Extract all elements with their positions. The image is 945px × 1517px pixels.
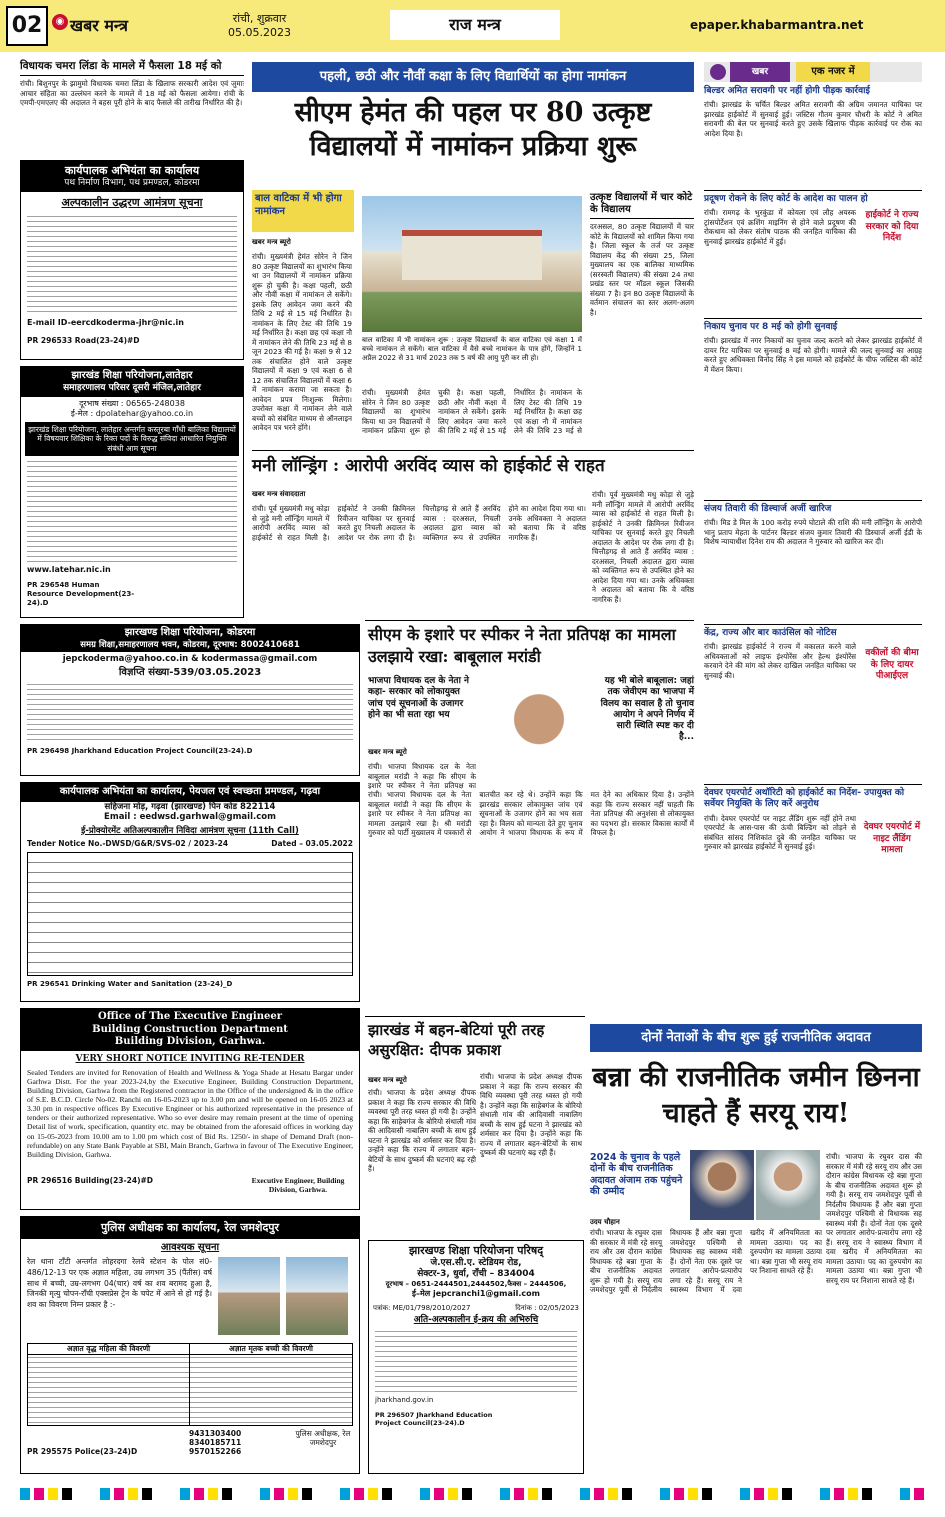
politics-byline: उदय चौहान <box>590 1218 620 1226</box>
brief5-headline: केंद्र, राज्य और बार काउंसिल को नोटिस <box>704 628 837 638</box>
deepak-headline: झारखंड में बहन-बेटियां पूरी तरह असुरक्षित: दीपक प्रकाश <box>368 1021 545 1060</box>
brief-6 <box>704 788 922 992</box>
divider <box>704 318 922 319</box>
ad6-title: पुलिस अधीक्षक का कार्यालय, रेल जमशेदपुर <box>21 1217 359 1239</box>
ad6-col1-body <box>28 1355 189 1425</box>
ad2-email: ई-मेल : dpolatehar@yahoo.co.in <box>70 408 194 418</box>
brief-4 <box>704 504 922 624</box>
jepc-line1: जे.एस.सी.ए. स्टेडियम रोड, <box>430 1257 522 1268</box>
brief3-body: रांची। झारखंड में नगर निकायों का चुनाव जल्द कराने को लेकर झारखंड हाईकोर्ट में दायर रिट याचिका पर सुनवाई 8 मई को होगी। मामले की जल्द सुनवाई का आग्रह करते हुए अधिवक्ता विनोद सिंह ने इस मामले को हाईकोर्ट के चीफ जस्टिस की कोर्ट में मेंशन किया। <box>704 336 922 374</box>
ad1-notice: अल्पकालीन उद्धरण आमंत्रण सूचना <box>61 196 203 209</box>
ad-latehar-education <box>20 366 244 618</box>
ad5-title3: Building Division, Garhwa. <box>114 1036 266 1047</box>
lead-kicker: पहली, छठी और नौवीं कक्षा के लिए विद्यार्थियों का होगा नामांकन <box>252 62 694 92</box>
brand-name: खबर मन्त्र <box>70 16 128 35</box>
lead-right-headline: उत्कृष्ट विद्यालयों में चार कोटे के विद्यालय <box>590 192 694 219</box>
col1-body: रांची। बिशुनपुर के झामुमो विधायक चमरा लिंडा के खिलाफ सरकारी आदेश एवं जुमाः आचार संहिता का उल्लंघन करने के मामले में 18 मई को फैसला आयेगा। रांची के एमपी-एमएलए की अदालत ने बहस पूरी होने के बाद फैसले की तारीख निर्धारित की है। <box>20 79 244 108</box>
divider <box>704 624 922 625</box>
ad6-col2-body <box>190 1355 352 1425</box>
ad6-footer <box>27 1429 353 1457</box>
politics-body: रांची। भाजपा के रघुवर दास की सरकार में मंत्री रहे सरयू राय और उस दौरान कांग्रेस विधायक रहे बन्ना गुप्ता के बीच राजनीतिक अदावत शुरू हो गयी है। सरयू राय जमशेदपुर पूर्वी से निर्दलीय विधायक हैं और बन्ना गुप्ता जमशेदपुर पश्चिमी से विधायक सह स्वास्थ्य मंत्री हैं। दोनों नेता एक दूसरे पर लगातार आरोप-प्रत्यारोप लगा रहे हैं। सरयू राय ने स्वास्थ्य विभाग में दवा खरीद में अनियमितता का मामला उठाया। पद का दुरुपयोग का मामला उठाया था। बन्ना गुप्ता भी सरयू राय पर निशाना साधते रहे हैं। <box>590 1228 822 1294</box>
marandi-byline: खबर मन्त्र ब्यूरो <box>368 748 407 756</box>
header-date-block <box>228 12 291 41</box>
brief3-headline: निकाय चुनाव पर 8 मई को होगी सुनवाई <box>704 322 838 332</box>
politics-subhead: 2024 के चुनाव के पहले दोनों के बीच राजनीतिक अदावत अंजाम तक पहुंचने की उम्मीद <box>590 1152 683 1198</box>
ad3-title-bar <box>21 625 359 652</box>
ad2-title-bar <box>21 367 243 397</box>
ad6-col2-head: अज्ञात मृतक बच्ची की विवरणी <box>190 1344 352 1354</box>
marandi-body-start: रांची। भाजपा विधायक दल के नेता बाबूलाल मरांडी ने कहा कि सीएम के इशारे पर स्पीकर ने नेता प्रतिपक्ष का <box>368 762 476 790</box>
ad1-title-bar <box>21 161 243 192</box>
jepc-notice: अति-अल्पकालीन ई-क्रय की अभिरुचि <box>413 1314 539 1325</box>
ad6-phone3: 9570152266 <box>189 1447 242 1457</box>
ad-railway-police <box>20 1216 360 1474</box>
jepc-line3: दूरभाष – 0651-2444501,2444502,फैक्स – 2444506, <box>385 1280 567 1289</box>
ad1-email: E-mail ID-eercdkoderma-jhr@nic.in <box>27 317 184 327</box>
ad2-phone: दूरभाष संख्या : 06565-248038 <box>79 398 185 408</box>
marandi-body: रांची। भाजपा विधायक दल के नेता बाबूलाल मरांडी ने कहा कि सीएम के इशारे पर स्पीकर ने नेता प्रतिपक्ष का मामला उलझाये रखा है। श्री मरांडी गुरुवार को पार्टी मुख्यालय में पत्रकारों से बातचीत कर रहे थे। उन्होंने कहा कि झारखंड सरकार लोकायुक्त जांच एवं सूचनाओं के उजागर होने का भय सता रहा है। विलय को मान्यता देते हुए चुनाव आयोग ने भाजपा विधायक के रूप में मत देने का अधिकार दिया है। उन्होंने कहा कि राज्य सरकार नहीं चाहती कि नेता प्रतिपक्ष की अनुशंसा से लोकायुक्त का पदभरा हो। सरकार विकास कार्यों में विफल है। <box>368 790 694 837</box>
politics-body-right: रांची। भाजपा के रघुवर दास की सरकार में मंत्री रहे सरयू राय और उस दौरान कांग्रेस विधायक रहे बन्ना गुप्ता के बीच राजनीतिक अदावत शुरू हो गयी है। सरयू राय जमशेदपुर पूर्वी से निर्दलीय विधायक हैं और बन्ना गुप्ता जमशेदपुर पश्चिमी से विधायक सह स्वास्थ्य मंत्री हैं। दोनों नेता एक दूसरे पर लगातार आरोप-प्रत्यारोप लगा रहे हैं। सरयू राय ने स्वास्थ्य विभाग में दवा खरीद में अनियमितता का मामला उठाया। पद का दुरुपयोग का मामला उठाया था। बन्ना गुप्ता भी सरयू राय पर निशाना साधते रहे हैं। <box>826 1152 922 1285</box>
ad6-sign: पुलिस अधीक्षक, रेल जमशेदपुर <box>295 1428 351 1447</box>
ad5-title1: Office of The Executive Engineer <box>98 1011 282 1022</box>
briefs-tag: खबर <box>730 62 790 82</box>
ad1-title: कार्यपालक अभियंता का कार्यालय <box>64 164 200 177</box>
jepc-patrank: पत्रांक: ME/01/798/2010/2027 <box>373 1304 471 1312</box>
ad-building-division <box>20 1008 360 1210</box>
brief6-body: रांची। देवघर एयरपोर्ट पर नाइट लैंडिंग शुरू नहीं होने तथा एयरपोर्ट के आस-पास की ऊंची बिल्डिंग को तोड़ने से संबंधित सांसद निशिकांत दुबे की जनहित याचिका पर गुरुवार को झारखंड हाईकोर्ट में सुनवाई हुई। <box>704 813 856 851</box>
ad5-title2: Building Construction Department <box>92 1023 288 1035</box>
ad6-photo-child <box>286 1257 348 1335</box>
divider <box>704 500 922 501</box>
lead-caption: बाल वाटिका में भी नामांकन शुरू : उत्कृष्ट विद्यालयों के बाल वाटिका एवं कक्षा 1 में बच्चे नामांकन ले सकेंगे। बाल वाटिका में वैसे बच्चे नामांकन के पात्र होंगे, जिन्होंने 1 अप्रैल 2022 से 31 मार्च 2023 तक 5 वर्ष की आयु पूरी कर ली हो। <box>362 336 582 363</box>
ad6-phone1: 9431303400 <box>189 1428 242 1438</box>
divider <box>365 1016 585 1017</box>
ad2-body-text <box>27 459 237 563</box>
ad-garhwa-water <box>20 782 360 1002</box>
divider <box>365 620 694 621</box>
ad1-pr: PR 296533 Road(23-24)#D <box>27 335 140 345</box>
jepc-line2: सेक्टर-3, धुर्वा, राँची – 834004 <box>417 1269 535 1279</box>
jepc-title-block <box>369 1241 583 1302</box>
ad4-tender-no: Tender Notice No.-DWSD/G&R/SVS-02 / 2023-24 <box>27 839 229 849</box>
ad6-top <box>21 1257 359 1339</box>
divider <box>704 190 922 191</box>
brief1-body: रांची। झारखंड के चर्चित बिल्डर अमित सरावगी की अग्रिम जमानत याचिका पर झारखंड हाईकोर्ट में सुनवाई हुई। जस्टिस गौतम कुमार चौधरी के कोर्ट ने अमित सरावगी की बेल पर सुनवाई करते हुए उसके खिलाफ पीड़क कार्रवाई पर रोक का आदेश दिया है। <box>704 100 922 138</box>
ad2-subtitle: समाहरणालय परिसर दूसरी मंजिल,लातेहार <box>63 382 201 393</box>
marandi-quote: यह भी बोले बाबूलाल: जहां तक जेवीएम का भाजपा में विलय का सवाल है तो चुनाव आयोग ने अपने निर्णय में सारी स्थिति स्पष्ट कर दी है... <box>600 676 694 743</box>
money-laundering-headline: मनी लॉन्ड्रिंग : आरोपी अरविंद व्यास को हाईकोर्ट से राहत <box>252 456 605 476</box>
lead-right-body: दरअसल, 80 उत्कृष्ट विद्यालयों में चार कोटे के विद्यालयों को शामिल किया गया है। जिला स्कूल के तर्ज पर उत्कृष्ट विद्यालय केंद्र की संख्या 25, जिला मुख्यालय का एक बालिका माध्यमिक (सरस्वती विद्यालय) की संख्या 24 तथा प्रखंड स्तर पर मॉडल स्कूल जिसकी संख्या 7 है। इन 80 उत्कृष्ट विद्यालयों के वर्तमान संचालन का स्तर अलग-अलग है। <box>590 222 694 317</box>
ad2-website[interactable]: www.latehar.nic.in <box>27 565 111 575</box>
jepc-pr: PR 296507 Jharkhand Education Project Council(23-24).D <box>375 1410 493 1427</box>
ad4-dated: Dated – 03.05.2022 <box>271 839 353 849</box>
col1-headline: विधायक चमरा लिंडा के मामले में फैसला 18 मई को <box>20 60 244 76</box>
ad6-pr: PR 295575 Police(23-24)D <box>27 1447 138 1457</box>
money-laundering-body-end: रांची। पूर्व मुख्यमंत्री मधु कोड़ा से जुड़े मनी लॉन्ड्रिंग मामले में आरोपी अरविंद व्यास को हाईकोर्ट से राहत मिली है। हाईकोर्ट ने उनकी क्रिमिनल रिवीजन याचिका पर सुनवाई करते हुए निचली अदालत के आदेश पर रोक लगा दी है। चित्तौड़गढ़ से आते हैं अरविंद व्यास : दरअसल, निचली अदालत द्वारा व्यास को व्यक्तिगत रूप से उपस्थित होने का आदेश दिया गया था। उनके अधिवक्ता ने अदालत को बताया कि वे वरिष्ठ नागरिक हैं। <box>592 490 694 604</box>
ad4-tender-table <box>27 852 353 976</box>
brief-3 <box>704 322 922 448</box>
money-laundering-body: रांची। पूर्व मुख्यमंत्री मधु कोड़ा से जुड़े मनी लॉन्ड्रिंग मामले में आरोपी अरविंद व्यास को हाईकोर्ट से राहत मिली है। हाईकोर्ट ने उनकी क्रिमिनल रिवीजन याचिका पर सुनवाई करते हुए निचली अदालत के आदेश पर रोक लगा दी है। चित्तौड़गढ़ से आते हैं अरविंद व्यास : दरअसल, निचली अदालत द्वारा व्यास को व्यक्तिगत रूप से उपस्थित होने का आदेश दिया गया था। उनके अधिवक्ता ने अदालत को बताया कि वे वरिष्ठ नागरिक हैं। <box>252 504 586 542</box>
ad4-tender-line <box>27 839 353 848</box>
jepc-ref <box>373 1304 579 1313</box>
city-day: रांची, शुक्रवार <box>232 12 287 25</box>
ad4-email: Email : eedwsd.garhwal@gmail.com <box>104 812 276 823</box>
money-laundering-byline: खबर मन्त्र संवाददाता <box>252 490 306 498</box>
marandi-photo <box>480 676 598 784</box>
ad6-col-child <box>190 1344 352 1424</box>
ad6-notice: आवश्यक सूचना <box>160 1241 220 1253</box>
print-registration-bar <box>20 1488 925 1500</box>
brief5-body: रांची। झारखंड हाईकोर्ट ने राज्य में वकालत करने वाले अधिवक्ताओं को लाइफ इंश्योरेंस और हेल्थ इंश्योरेंस करवाने देने की मांग को लेकर दाखिल जनहित याचिका पर सुनवाई की। <box>704 642 856 680</box>
ad3-pr: PR 296498 Jharkhand Education Project Council(23-24).D <box>27 747 253 756</box>
lead-body-cont: रांची। मुख्यमंत्री हेमंत सोरेन ने जिन 80 उत्कृष्ट विद्यालयों का शुभारंभ किया था उन विद्यालयों में नामांकन प्रक्रिया शुरू हो चुकी है। कक्षा पहली, छठी और नौवीं कक्षा में नामांकन ले सकेंगे। इसके लिए आवेदन जमा करने की तिथि 2 मई से 15 मई निर्धारित है। नामांकन के लिए टेस्ट की तिथि 19 मई निर्धारित है। कक्षा छह एवं कक्षा नौ में नामांकन लेने की तिथि 23 मई से <box>362 388 582 435</box>
brand-logo-icon: ◉ <box>52 14 68 30</box>
deepak-byline: खबर मन्त्र ब्यूरो <box>368 1076 407 1084</box>
lead-body-col1: रांची। मुख्यमंत्री हेमंत सोरेन ने जिन 80 उत्कृष्ट विद्यालयों का शुभारंभ किया था उन विद्यालयों में नामांकन प्रक्रिया शुरू हो चुकी है। कक्षा पहली, छठी और नौवीं कक्षा में नामांकन ले सकेंगे। इसके लिए आवेदन जमा करने की तिथि 2 मई से 15 मई निर्धारित है। नामांकन के लिए टेस्ट की तिथि 19 मई निर्धारित है। कक्षा छह एवं कक्षा नौ में नामांकन लेने की तिथि 23 मई से 8 जून 2023 की गई है। कक्षा 9 से 12 तक संचालित होने वाले उत्कृष्ट विद्यालयों में कक्षा 9 एवं कक्षा 6 से 12 तक संचालित विद्यालयों में कक्षा 6 में नामांकन कराया जा सकता है। आवेदन प्रपत्र निःशुल्क मिलेगा। उपरोक्त कक्षा में नामांकन लेने वाले बच्चों को संबंधित माध्यम से ऑनलाइन आवेदन पत्र भरने होंगे। <box>252 252 352 432</box>
ad4-title: कार्यपालक अभियंता का कार्यालय, पेयजल एवं स्वच्छता प्रमण्डल, गढ़वा <box>21 783 359 802</box>
brief2-headline: प्रदूषण रोकने के लिए कोर्ट के आदेश का पालन हो <box>704 194 868 204</box>
ad3-subtitle: समग्र शिक्षा,समाहरणालय भवन, कोडरमा, दूरभाष: 8002410681 <box>80 639 300 650</box>
ad6-phones <box>189 1429 241 1457</box>
ad3-title: झारखण्ड शिक्षा परियोजना, कोडरमा <box>124 627 256 638</box>
jepc-line4: ई–मेल jepcranchi1@gmail.com <box>412 1289 540 1298</box>
ad1-body-text <box>27 214 237 314</box>
ad5-sign: Executive Engineer, Building Division, Garhwa. <box>251 1175 345 1195</box>
ad-road-division <box>20 160 244 360</box>
jepc-web[interactable]: jharkhand.gov.in <box>375 1396 434 1404</box>
section-name: राज मन्त्र <box>390 10 560 40</box>
lead-headline: सीएम हेमंत की पहल पर 80 उत्कृष्ट विद्यालयों में नामांकन प्रक्रिया शुरू <box>294 97 652 162</box>
ad6-table <box>27 1343 353 1425</box>
brief-1 <box>704 86 922 184</box>
ad5-footer <box>27 1176 353 1195</box>
brief2-body: रांची। रामगढ़ के भुरकुंडा में कोयला एवं लौह अयस्क ट्रांसपोर्टेशन एवं क्रशिंग माइनिंग से होने वाले प्रदूषण की रोकथाम को लेकर संतोष पाठक की जनहित याचिका की सुनवाई झारखंड हाईकोर्ट में हुई। <box>704 208 856 246</box>
ad4-pr: PR 296541 Drinking Water and Sanitation (23-24)_D <box>27 979 233 988</box>
banna-gupta-photo <box>690 1150 754 1220</box>
ad6-photo-woman <box>218 1257 280 1335</box>
ad2-pr: PR 296548 Human Resource Development(23-24).D <box>27 581 135 607</box>
divider <box>252 450 694 451</box>
lead-side-box: बाल वाटिका में भी होगा नामांकन <box>252 190 354 232</box>
ad3-email: jepckoderma@yahoo.co.in & kodermassa@gmail.com <box>62 654 318 665</box>
saryu-roy-photo <box>756 1150 820 1220</box>
ad6-col1-head: अज्ञात वृद्ध महिला की विवरणी <box>28 1344 189 1354</box>
politics-headline: बन्ना की राजनीतिक जमीन छिनना चाहते हैं सरयू राय! <box>592 1062 920 1130</box>
ad6-col-woman <box>28 1344 190 1424</box>
briefs-logo-icon <box>710 64 726 80</box>
ad6-phone2: 8340185711 <box>189 1438 242 1447</box>
briefs-header <box>704 62 922 82</box>
ad5-pr: PR 296516 Building(23-24)#D <box>27 1175 154 1185</box>
jepc-dinank: दिनांक : 02/05/2023 <box>515 1304 579 1312</box>
brief5-side: वकीलों की बीमा के लिए दायर पीआईएल <box>865 648 919 682</box>
issue-date: 05.05.2023 <box>228 26 291 40</box>
ad-koderma-education <box>20 624 360 776</box>
lead-right-col <box>590 192 694 448</box>
ad2-notice: झारखंड शिक्षा परियोजना, लातेहार अन्तर्गत कस्तूरबा गाँधी बालिका विद्यालयों में विषयवार शिक्षिका के रिक्त पदों के विरुद्ध संविदा आधारित नियुक्ति संबंधी आम सूचना <box>25 422 239 456</box>
brief1-headline: बिल्डर अमित सरावगी पर नहीं होगी पीड़क कार्रवाई <box>704 86 870 96</box>
lead-school-photo <box>362 196 582 332</box>
politics-banner: दोनों नेताओं के बीच शुरू हुई राजनीतिक अदावत <box>590 1024 922 1052</box>
marandi-side-box: भाजपा विधायक दल के नेता ने कहा- सरकार को लोकायुक्त जांच एवं सूचनाओं के उजागर होने का भी सता रहा भय <box>368 676 470 720</box>
school-building-shape <box>402 230 542 280</box>
marandi-headline: सीएम के इशारे पर स्पीकर ने नेता प्रतिपक्ष का मामला उलझाये रखा: बाबूलाल मरांडी <box>368 625 676 666</box>
ad5-title-bar <box>21 1009 359 1051</box>
epaper-url[interactable]: epaper.khabarmantra.net <box>690 18 864 32</box>
ad5-body: Sealed Tenders are invited for Renovation of Health and Wellness & Yoga Shade at Hesatu Bargar under Garhwa Distt. For the year 2023-24,by the Executive Engineer, Building Construction Department, Building Division, Garhwa from the Registered contractor in the Office of the undersigned & in the office of S.E. B.C.D. Circle No-02. Ranchi on 16-05-2023 up to 3.00 pm and will be opened on 16-05 2023 at 3.30 pm in respective offices By Executive Engineer or his authorized representative in the presence of tenders or their authorized representative. Who so ever desire may remain present at the time of opening Detail list of work, specification, quantity etc. may be obtained from the aforesaid offices in working day on 15-05-2023 from 10.00 am to 1.00 pm which cost of Bid Rs. 1250/- in shape of Demand Draft (non-refundable) on any State Bank Payable at SBI, Main Branch, Garhwa in favour of The Executive Engineer, Building Division, Garhwa. <box>27 1067 353 1159</box>
page-number: 02 <box>6 6 48 46</box>
ad2-title: झारखंड शिक्षा परियोजना,लातेहार <box>71 370 193 381</box>
brief6-side: देवघर एयरपोर्ट में नाइट लैंडिंग मामला <box>863 822 921 856</box>
brief6-headline: देवघर एयरपोर्ट अथॉरिटी को हाईकोर्ट का निर्देश- उपायुक्त को सर्वेयर नियुक्ति के लिए करें अनुरोध <box>704 788 905 810</box>
col1-story <box>20 60 244 151</box>
ad4-notice: ई-प्रोक्योरमेंट अतिअल्पकालीन निविदा आमंत्रण सूचना (11th Call) <box>81 825 299 836</box>
ad6-body: रेल थाना टाँटी अन्तर्गत लोहरदगा रेलवे स्टेशन के पोल सं0-486/12-13 पर एक अज्ञात महिला, उम्र लगभग 35 (पैंतीस) वर्ष साथ में बच्ची, उम्र-लगभग 04(चार) वर्ष का शव बरामद हुआ है, जिनकी मृत्यु चोपन-राँची एक्सप्रेस ट्रेन के चपेट में आने से हो गई है। शव का विवरण निम्न प्रकार है :- <box>27 1257 212 1309</box>
briefs-title: एक नजर में <box>796 62 870 82</box>
ad1-subtitle: पथ निर्माण विभाग, पथ प्रमण्डल, कोडरमा <box>64 177 200 188</box>
deepak-body-col1: रांची। भाजपा के प्रदेश अध्यक्ष दीपक प्रकाश ने कहा कि राज्य सरकार की विधि व्यवस्था पूरी तरह ध्वस्त हो गयी है। उन्होंने कहा कि साहेबगंज के बोरियो संथाली गांव की आदिवासी नाबालिग बच्ची के साथ हुई घटना ने झारखंड को शर्मसार कर दिया है। उन्होंने कहा कि राज्य में लगातार बहन-बेटियों के साथ दुष्कर्म की घटनाएं बढ़ रही हैं। <box>368 1088 476 1173</box>
ad-jepc <box>368 1240 584 1474</box>
divider <box>704 784 922 785</box>
jepc-title: झारखण्ड शिक्षा परियोजना परिषद् <box>408 1244 544 1257</box>
brief4-headline: संजय तिवारी की डिस्चार्ज अर्जी खारिज <box>704 504 832 514</box>
lead-byline: खबर मन्त्र ब्यूरो <box>252 238 291 246</box>
deepak-body-col2: रांची। भाजपा के प्रदेश अध्यक्ष दीपक प्रकाश ने कहा कि राज्य सरकार की विधि व्यवस्था पूरी तरह ध्वस्त हो गयी है। उन्होंने कहा कि साहेबगंज के बोरियो संथाली गांव की आदिवासी नाबालिग बच्ची के साथ हुई घटना ने झारखंड को शर्मसार कर दिया है। उन्होंने कहा कि राज्य में लगातार बहन-बेटियों के साथ दुष्कर्म की घटनाएं बढ़ रही हैं। <box>480 1072 582 1157</box>
ad5-notice: VERY SHORT NOTICE INVITING RE-TENDER <box>75 1053 305 1064</box>
brief4-body: रांची। मिड डे मिल के 100 करोड़ रुपये घोटाले की राशि की मनी लॉन्ड्रिंग के आरोपी भानु प्रताप मेहता के पार्टनर बिल्डर संजय कुमार तिवारी की डिस्चार्ज अर्जी ईडी के विशेष न्यायाधीश दिनेश राय की अदालत ने गुरुवार को खारिज कर दी। <box>704 518 922 547</box>
ad3-body-text <box>27 682 353 744</box>
ad4-subtitle: सहिजना मोड़, गढ़वा (झारखण्ड) पिन कोड 822114 <box>104 801 276 812</box>
ad3-notice: विज्ञप्ति संख्या-539/03.05.2023 <box>118 666 262 678</box>
brief2-side: हाईकोर्ट ने राज्य सरकार को दिया निर्देश <box>865 210 919 244</box>
jepc-body-text <box>375 1329 577 1393</box>
